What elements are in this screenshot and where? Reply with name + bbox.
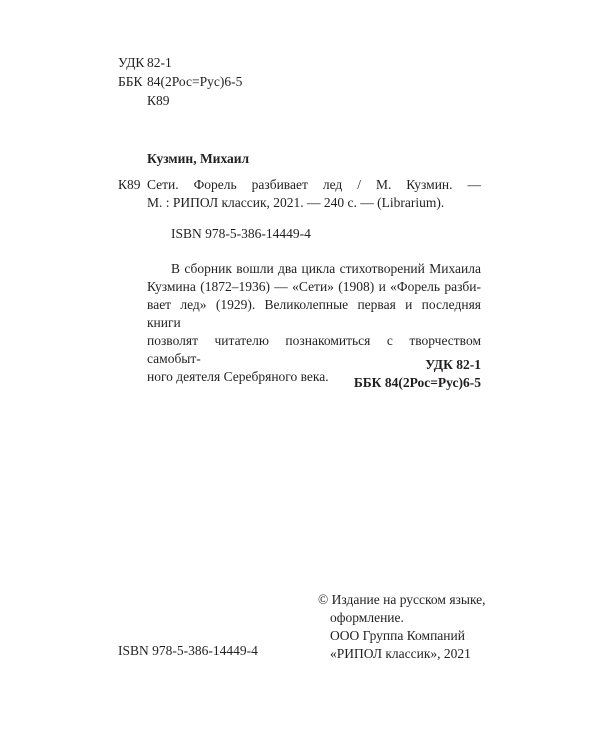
annotation-line: вает лед» (1929). Великолепные первая и последняя книги xyxy=(147,297,481,330)
record-cutter: К89 xyxy=(118,177,141,192)
bibliographic-description xyxy=(147,176,481,212)
udk-row xyxy=(118,54,172,72)
bbk-value: 84(2Рос=Рус)6-5 xyxy=(147,74,243,89)
udk-code: УДК 82-1 xyxy=(425,357,481,372)
copyright-line: © Издание на русском языке, xyxy=(318,592,486,607)
annotation-line: Кузмина (1872–1936) — «Сети» (1908) и «Форель разби- xyxy=(147,279,481,294)
description-line: Сети. Форель разбивает лед / М. Кузмин. — xyxy=(147,177,481,192)
annotation-line: В сборник вошли два цикла стихотворений Михаила xyxy=(171,261,481,276)
copyright-notice xyxy=(318,591,488,663)
cutter-row xyxy=(118,92,170,110)
bbk-code: ББК 84(2Рос=Рус)6-5 xyxy=(353,375,481,390)
record-isbn: ISBN 978-5-386-14449-4 xyxy=(171,226,311,241)
annotation-line: ного деятеля Серебряного века. xyxy=(147,369,329,384)
author-name: Кузмин, Михаил xyxy=(147,151,250,166)
annotation-line: позволят читателю познакомиться с творчеством самобыт- xyxy=(147,333,481,366)
cutter-code: К89 xyxy=(147,93,170,108)
udk-label: УДК xyxy=(118,55,145,70)
footer-isbn: ISBN 978-5-386-14449-4 xyxy=(118,643,258,658)
copyright-line: «РИПОЛ классик», 2021 xyxy=(330,646,471,661)
bbk-label: ББК xyxy=(118,74,143,89)
classification-codes xyxy=(354,356,481,392)
bbk-row xyxy=(118,73,242,91)
copyright-line: оформление. xyxy=(330,610,404,625)
udk-value: 82-1 xyxy=(147,55,172,70)
copyright-line: ООО Группа Компаний xyxy=(330,628,465,643)
description-line: М. : РИПОЛ классик, 2021. — 240 с. — (Librarium). xyxy=(147,195,445,210)
